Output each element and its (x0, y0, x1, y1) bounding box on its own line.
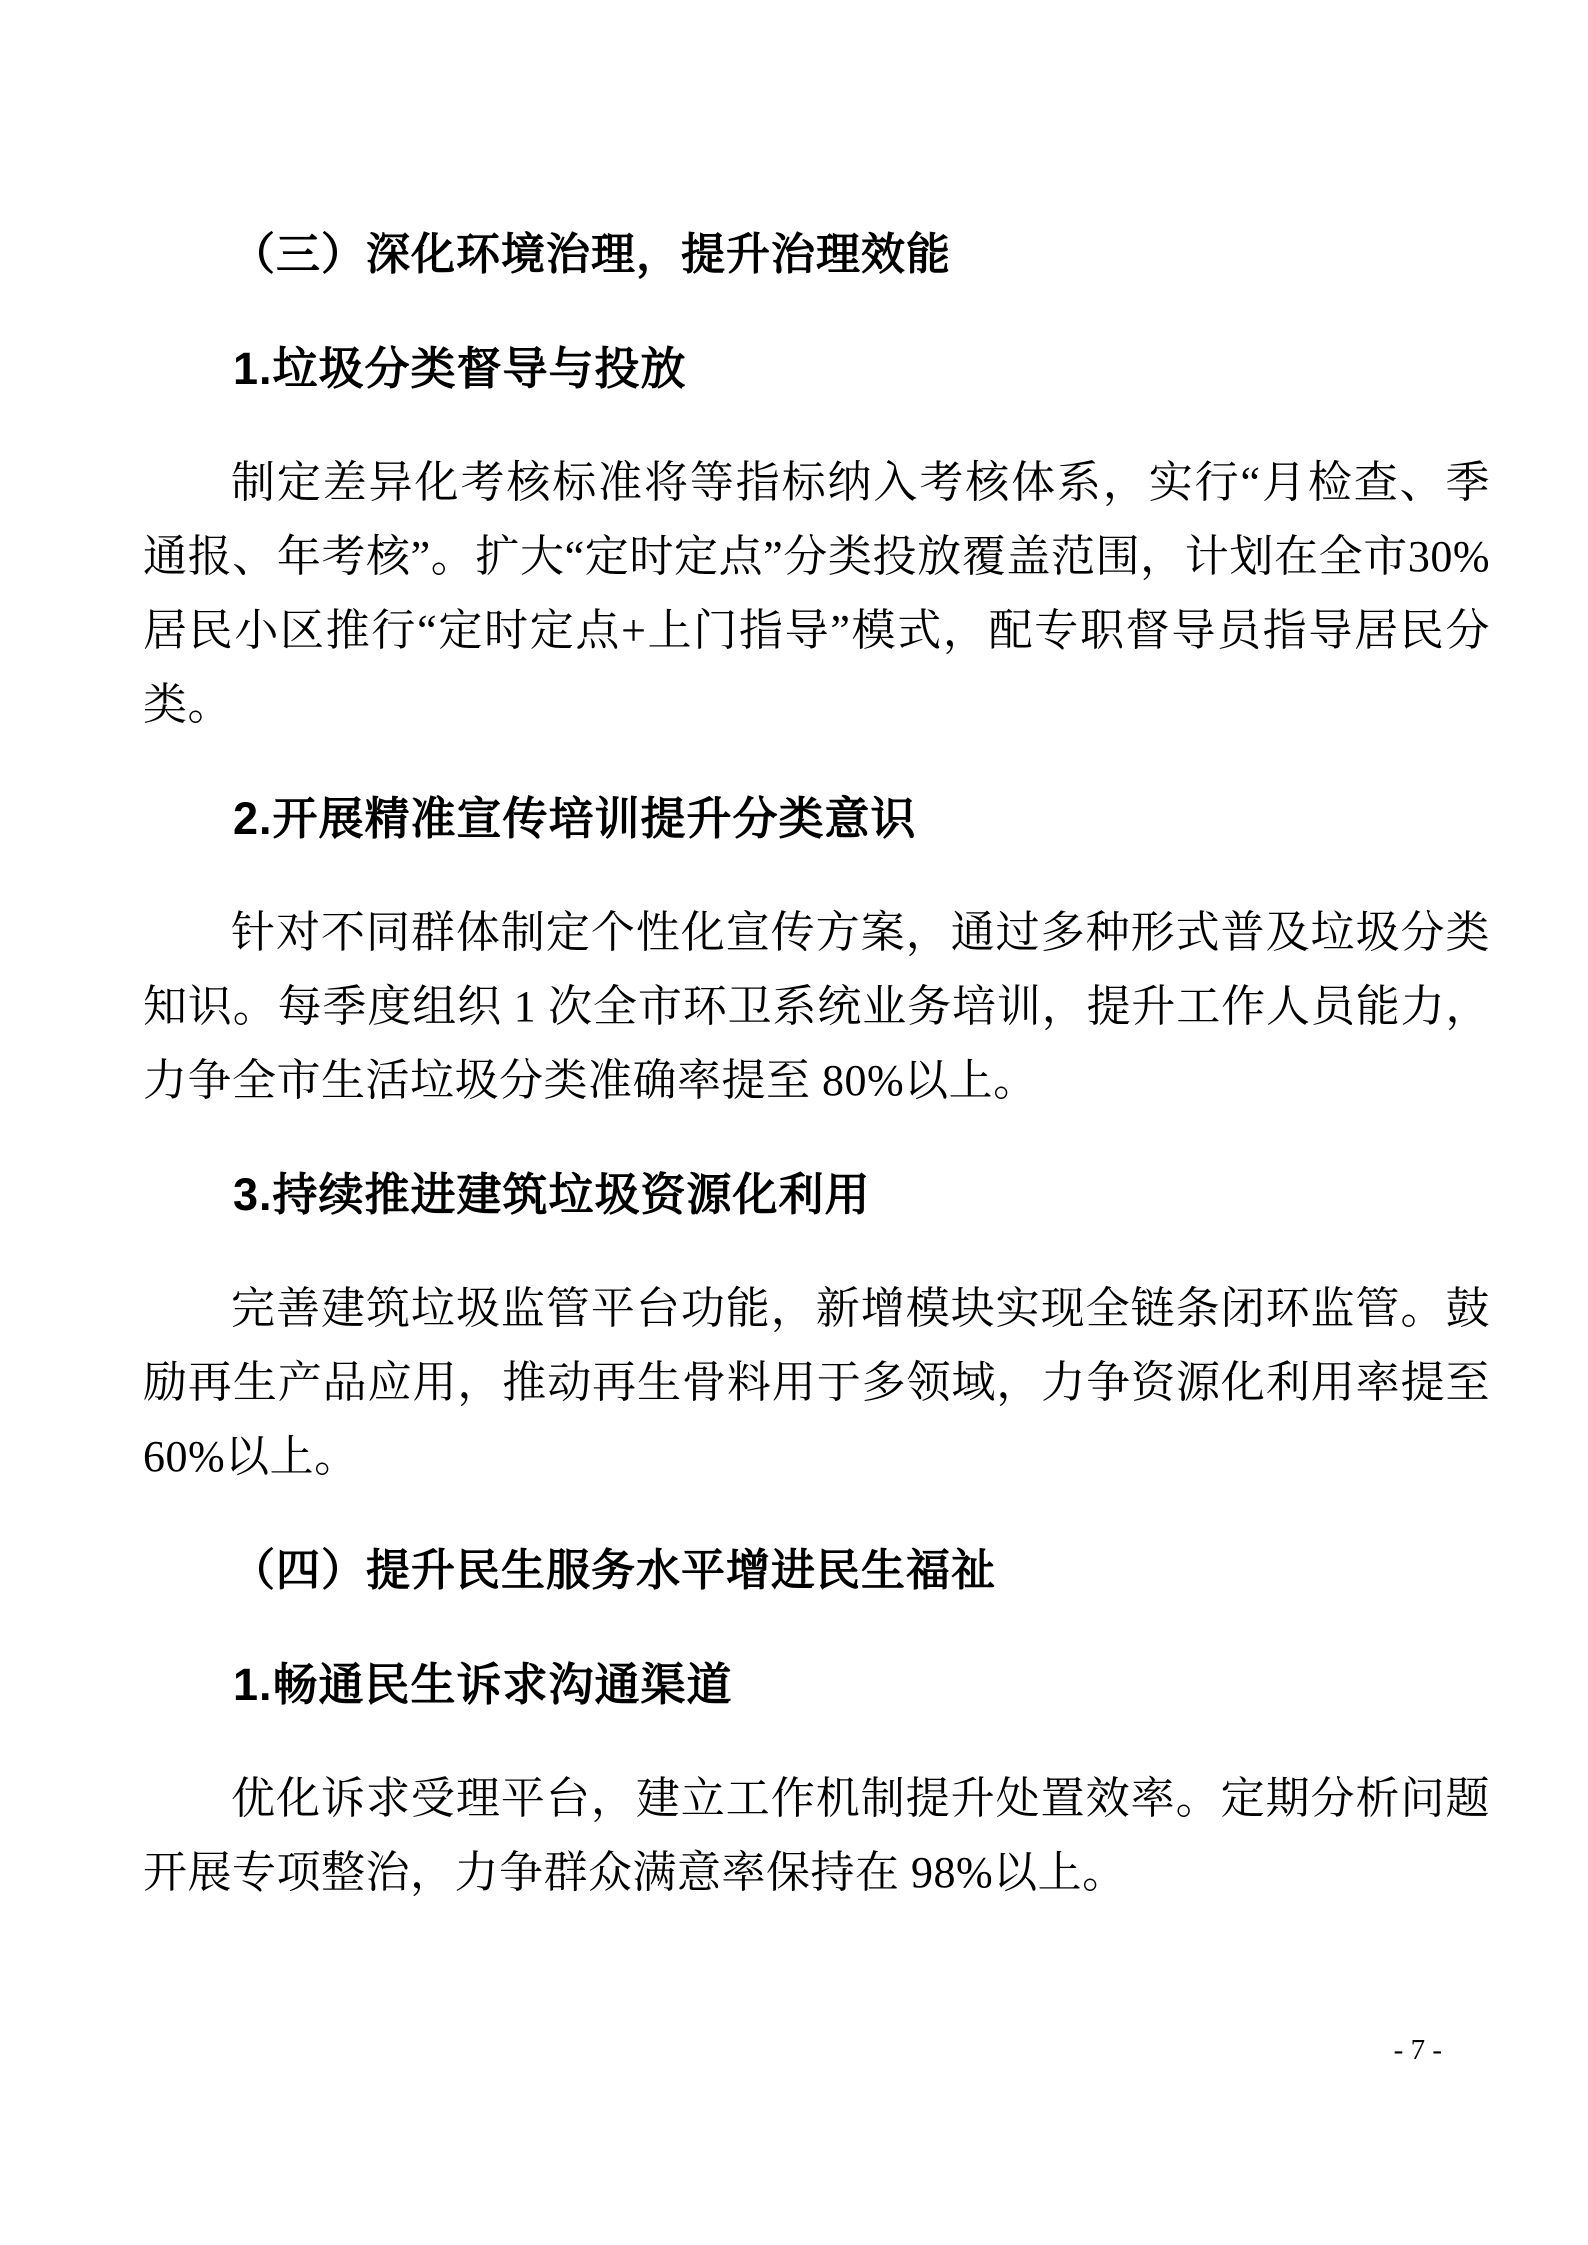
subsection-heading-livelihood-appeals-channel: 1.畅通民生诉求沟通渠道 (233, 1659, 733, 1710)
subsection-heading-publicity-training: 2.开展精准宣传培训提升分类意识 (233, 793, 917, 844)
paragraph-construction-waste-recycling: 完善建筑垃圾监管平台功能，新增模块实现全链条闭环监管。鼓励再生产品应用，推动再生骨料用于多领域，力争资源化利用率提至 60%以上。 (143, 1284, 1490, 1481)
subsection-heading-construction-waste-recycling: 3.持续推进建筑垃圾资源化利用 (233, 1169, 871, 1220)
section-heading-4: （四）提升民生服务水平增进民生福祉 (231, 1546, 996, 1595)
paragraph-publicity-training: 针对不同群体制定个性化宣传方案，通过多种形式普及垃圾分类知识。每季度组织 1 次全市环卫系统业务培训，提升工作人员能力，力争全市生活垃圾分类准确率提至 80%以上。 (143, 908, 1490, 1105)
subsection-heading-waste-sorting-supervision: 1.垃圾分类督导与投放 (233, 343, 687, 394)
document-content (143, 218, 1490, 1910)
paragraph-waste-sorting-supervision: 制定差异化考核标准将等指标纳入考核体系，实行“月检查、季通报、年考核”。扩大“定时定点”分类投放覆盖范围，计划在全市30%居民小区推行“定时定点+上门指导”模式，配专职督导员指导居民分类。 (143, 458, 1490, 729)
paragraph-livelihood-appeals-channel: 优化诉求受理平台，建立工作机制提升处置效率。定期分析问题开展专项整治，力争群众满意率保持在 98%以上。 (143, 1774, 1490, 1897)
section-heading-3: （三）深化环境治理，提升治理效能 (231, 230, 951, 279)
page-number: - 7 - (1393, 2034, 1442, 2066)
